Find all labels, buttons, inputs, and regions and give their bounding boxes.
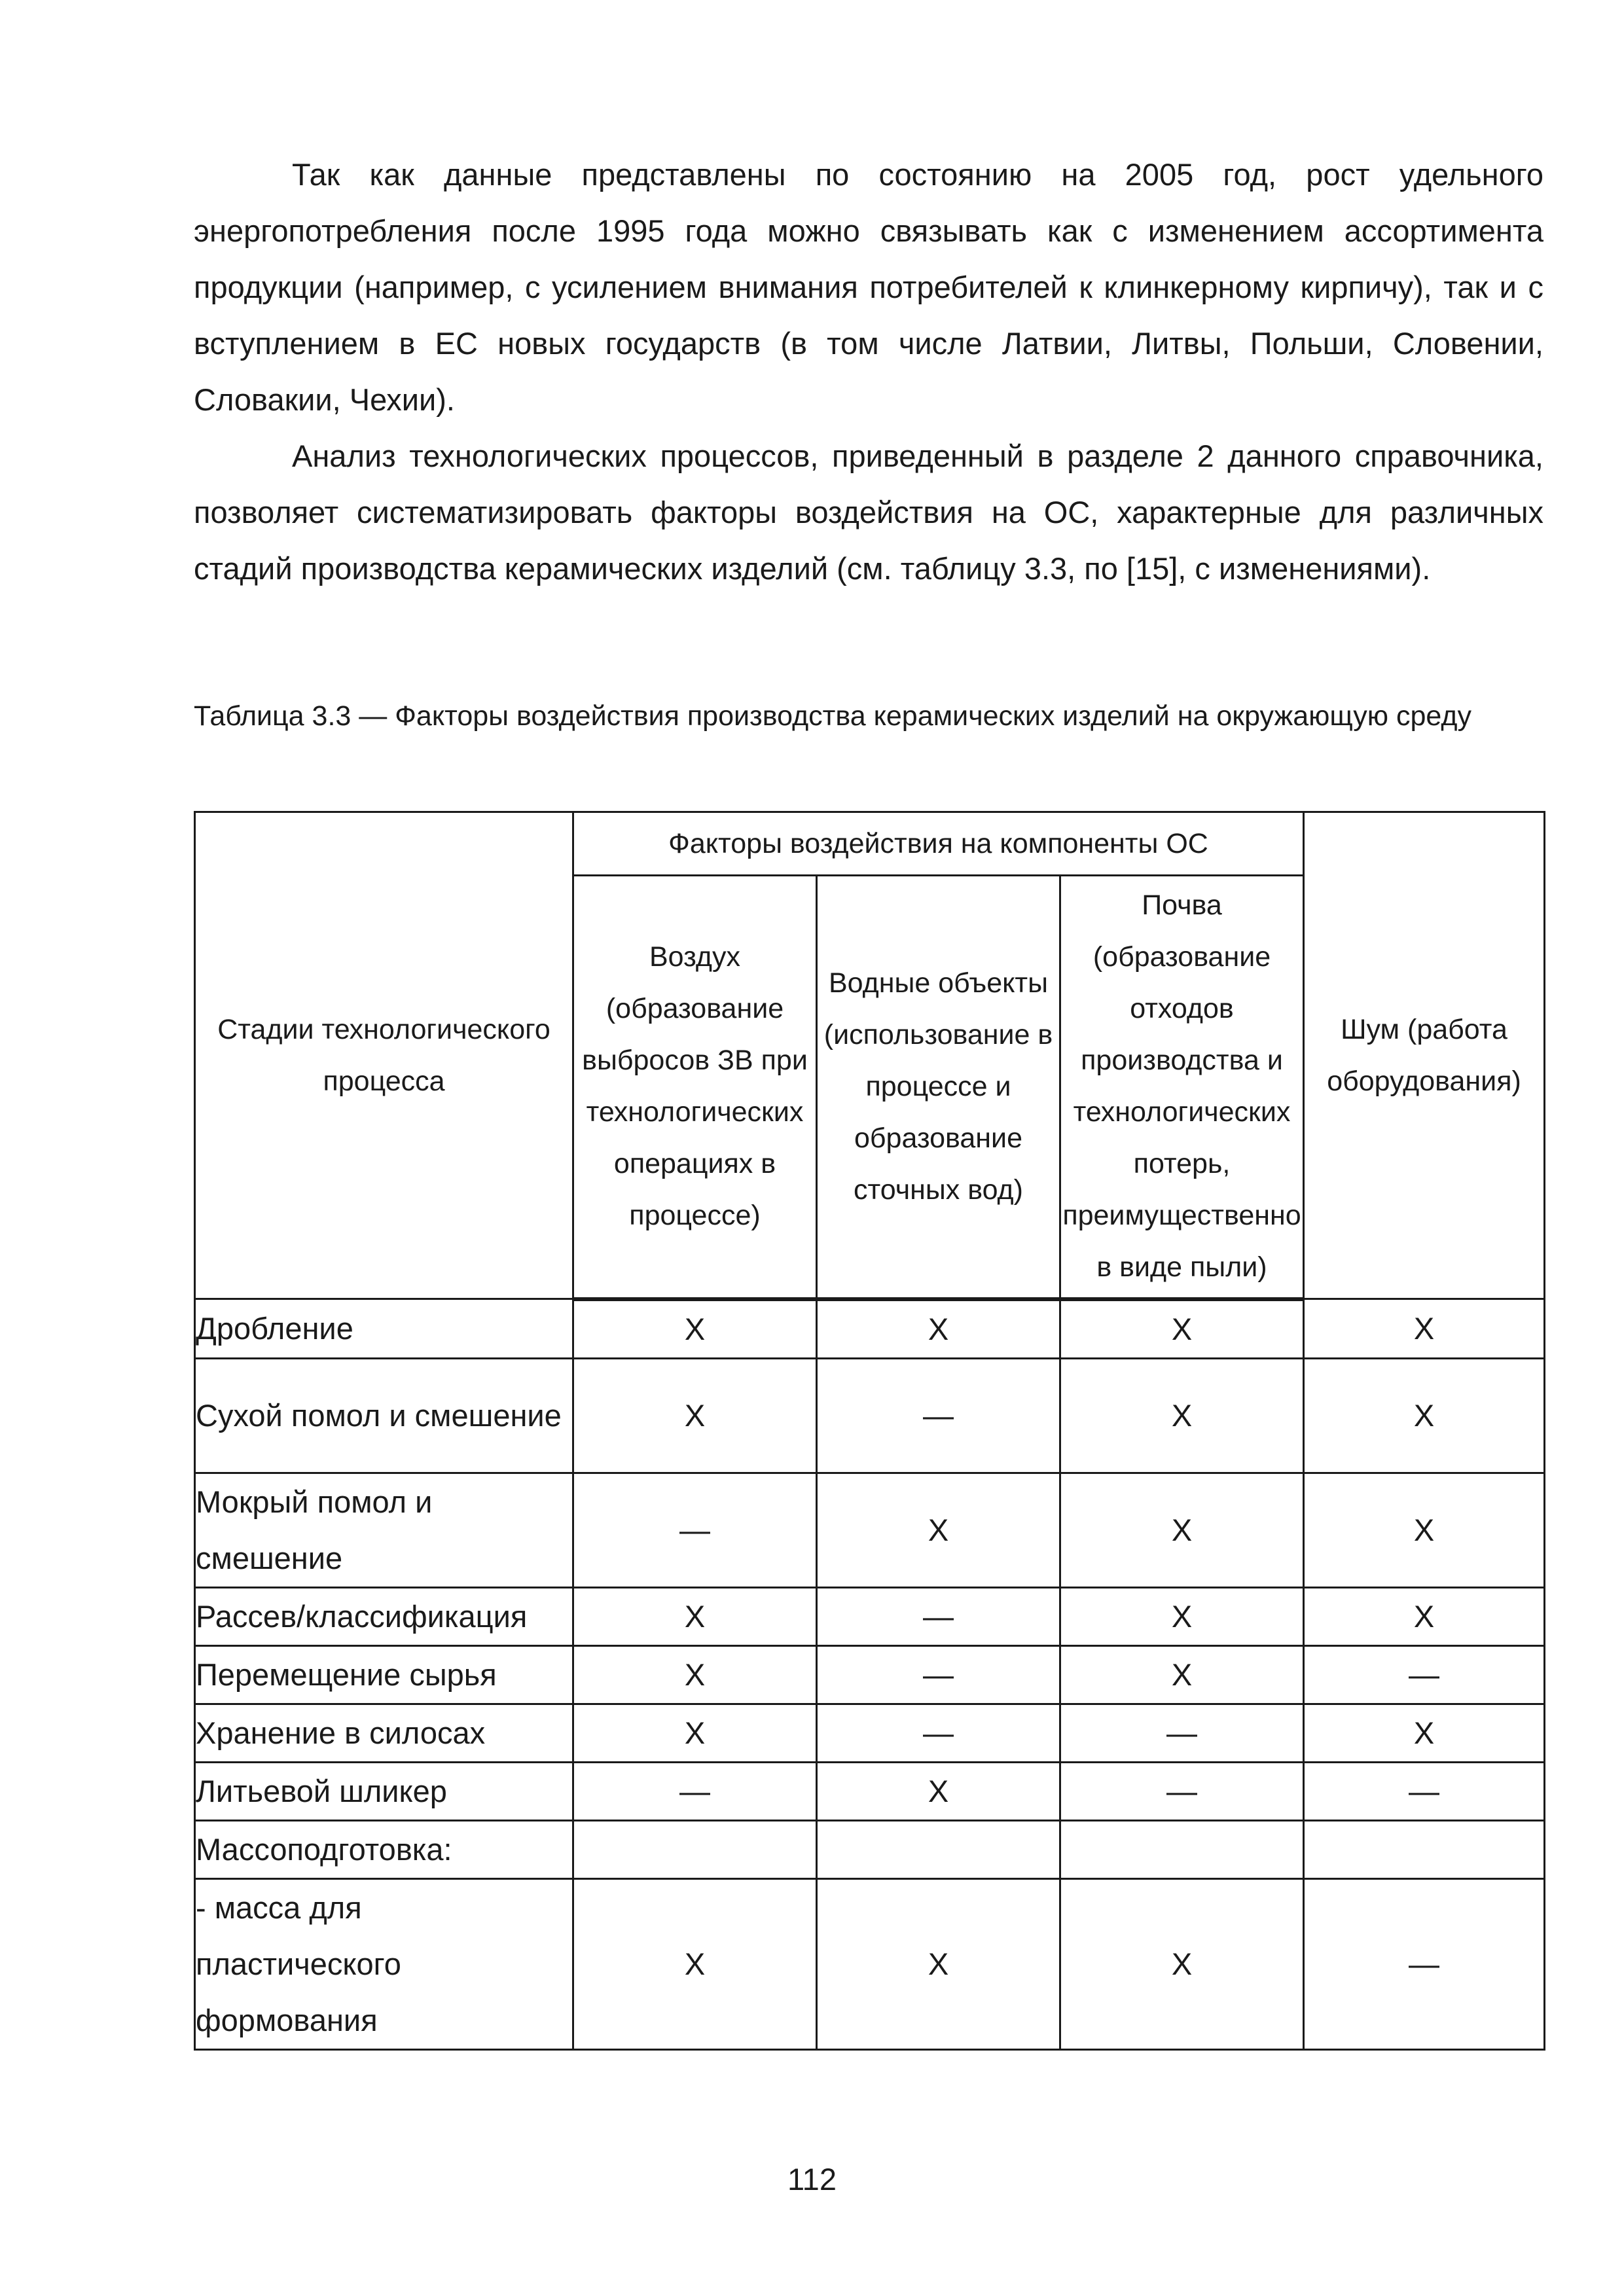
air-cell: X	[573, 1878, 817, 2049]
header-air: Воздух (образование выбросов ЗВ при технологических операциях в процессе)	[573, 876, 817, 1299]
header-noise: Шум (работа оборудования)	[1304, 812, 1545, 1299]
stage-cell: Мокрый помол и смешение	[195, 1473, 573, 1587]
soil-cell	[1060, 1820, 1304, 1878]
air-cell: X	[573, 1645, 817, 1704]
air-cell	[573, 1820, 817, 1878]
table-header-row	[195, 812, 1545, 876]
soil-cell: —	[1060, 1704, 1304, 1762]
noise-cell	[1304, 1820, 1545, 1878]
stage-cell: Литьевой шликер	[195, 1762, 573, 1820]
body-paragraph-2: Анализ технологических процессов, приведенный в разделе 2 данного справочника, позволяет систематизировать факторы воздействия на ОС, характерные для различных стадий производства керамических изделий (см. таблицу 3.3, по [15], с изменениями).	[194, 439, 1543, 586]
stage-cell: Дробление	[195, 1299, 573, 1359]
table-row	[195, 1762, 1545, 1820]
water-cell: —	[817, 1587, 1060, 1645]
header-soil: Почва (образование отходов производства и технологических потерь, преимущественно в виде пыли)	[1060, 876, 1304, 1299]
stage-cell: Массоподготовка:	[195, 1820, 573, 1878]
soil-cell: X	[1060, 1645, 1304, 1704]
stage-cell: - масса для пластического формования	[195, 1878, 573, 2049]
water-cell	[817, 1820, 1060, 1878]
water-cell: X	[817, 1299, 1060, 1359]
air-cell: X	[573, 1587, 817, 1645]
air-cell: X	[573, 1704, 817, 1762]
body-paragraph-1: Так как данные представлены по состоянию на 2005 год, рост удельного энергопотребления после 1995 года можно связывать как с изменением ассортимента продукции (например, с усилением внимания потребителей к клинкерному кирпичу), так и с вступлением в ЕС новых государств (в том числе Латвии, Литвы, Польши, Словении, Словакии, Чехии).	[194, 157, 1543, 417]
table-row	[195, 1704, 1545, 1762]
air-cell: X	[573, 1358, 817, 1473]
stage-cell: Сухой помол и смешение	[195, 1358, 573, 1473]
air-cell: X	[573, 1299, 817, 1359]
table-row	[195, 1820, 1545, 1878]
stage-cell: Рассев/классификация	[195, 1587, 573, 1645]
stage-cell: Перемещение сырья	[195, 1645, 573, 1704]
noise-cell: X	[1304, 1587, 1545, 1645]
table-row	[195, 1358, 1545, 1473]
water-cell: X	[817, 1878, 1060, 2049]
header-stage: Стадии технологического процесса	[195, 812, 573, 1299]
water-cell: —	[817, 1704, 1060, 1762]
soil-cell: X	[1060, 1358, 1304, 1473]
table-row	[195, 1587, 1545, 1645]
soil-cell: X	[1060, 1587, 1304, 1645]
soil-cell: —	[1060, 1762, 1304, 1820]
air-cell: —	[573, 1473, 817, 1587]
header-factors-group: Факторы воздействия на компоненты ОС	[573, 812, 1304, 876]
soil-cell: X	[1060, 1299, 1304, 1359]
water-cell: —	[817, 1358, 1060, 1473]
water-cell: X	[817, 1762, 1060, 1820]
noise-cell: —	[1304, 1645, 1545, 1704]
table-row	[195, 1645, 1545, 1704]
table-row	[195, 1299, 1545, 1359]
noise-cell: X	[1304, 1299, 1545, 1359]
stage-cell: Хранение в силосах	[195, 1704, 573, 1762]
header-water: Водные объекты (использование в процессе и образование сточных вод)	[817, 876, 1060, 1299]
water-cell: X	[817, 1473, 1060, 1587]
soil-cell: X	[1060, 1878, 1304, 2049]
noise-cell: —	[1304, 1762, 1545, 1820]
air-cell: —	[573, 1762, 817, 1820]
page-number: 112	[787, 2162, 837, 2197]
table-caption: Таблица 3.3 — Факторы воздействия производства керамических изделий на окружающую среду	[194, 700, 1471, 732]
factors-table	[194, 811, 1545, 2051]
noise-cell: X	[1304, 1473, 1545, 1587]
table-row	[195, 1473, 1545, 1587]
noise-cell: X	[1304, 1704, 1545, 1762]
table-row	[195, 1878, 1545, 2049]
noise-cell: —	[1304, 1878, 1545, 2049]
water-cell: —	[817, 1645, 1060, 1704]
noise-cell: X	[1304, 1358, 1545, 1473]
soil-cell: X	[1060, 1473, 1304, 1587]
